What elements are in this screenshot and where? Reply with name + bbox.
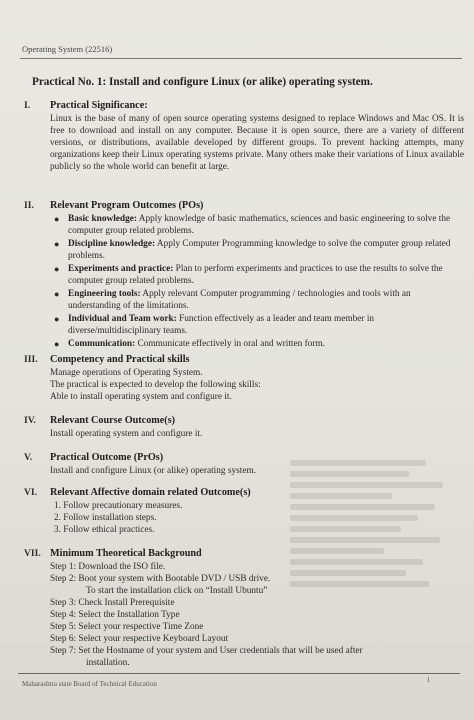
step-line: Step 5: Select your respective Time Zone bbox=[50, 622, 204, 632]
section-number: III. bbox=[24, 354, 38, 365]
section-number: VI. bbox=[24, 487, 38, 498]
section-title: Practical Significance: bbox=[50, 100, 148, 111]
section-paragraph: Linux is the base of many of open source operating systems designed to replace Windows and Mac OS. It is free to download and install on any computer. Because it is open source, there are a variety of different versions, or distributions, available developed by different groups. To prevent hacking attempts, many organizations keep their Linux operating systems private. Many others make their variations of Linux available publicly so the whole world can benefit at large. bbox=[50, 114, 464, 172]
section-title: Practical Outcome (PrOs) bbox=[50, 452, 164, 463]
outcomes-list bbox=[50, 213, 464, 350]
list-item: 3. Follow ethical practices. bbox=[54, 525, 155, 535]
bullet-icon: ● bbox=[54, 339, 60, 349]
step-line: Step 1: Download the ISO file. bbox=[50, 562, 166, 572]
section-title: Minimum Theoretical Background bbox=[50, 548, 202, 559]
list-item: ● Individual and Team work: Function effectively as a leader and team member in diverse/multidisciplinary teams. bbox=[54, 314, 375, 336]
text-line: Install operating system and configure it. bbox=[50, 429, 203, 439]
list-item: ● Engineering tools: Apply relevant Computer programming / technologies and tools with an understanding of the limitations. bbox=[54, 289, 411, 311]
list-item: 2. Follow installation steps. bbox=[54, 513, 157, 523]
bullet-icon: ● bbox=[54, 239, 60, 249]
section-number: II. bbox=[24, 200, 34, 211]
text-line: Manage operations of Operating System. bbox=[50, 368, 203, 378]
section-title: Relevant Program Outcomes (POs) bbox=[50, 200, 204, 211]
step-line: installation. bbox=[86, 658, 130, 668]
step-line: Step 7: Set the Hostname of your system and User credentials that will be used after bbox=[50, 646, 363, 656]
list-item: ● Experiments and practice: Plan to perform experiments and practices to use the results to solve the computer group related problems. bbox=[54, 264, 443, 286]
section-number: IV. bbox=[24, 415, 36, 426]
section-program-outcomes bbox=[24, 200, 464, 351]
list-item: ● Basic knowledge: Apply knowledge of basic mathematics, sciences and basic engineering to solve the computer group related problems. bbox=[54, 214, 451, 236]
section-course-outcome bbox=[24, 415, 464, 440]
bullet-icon: ● bbox=[54, 314, 60, 324]
list-item: 1. Follow precautionary measures. bbox=[54, 501, 183, 511]
section-number: I. bbox=[24, 100, 31, 111]
section-affective-outcomes bbox=[24, 487, 464, 536]
section-title: Relevant Course Outcome(s) bbox=[50, 415, 176, 426]
section-theoretical-background bbox=[24, 548, 464, 669]
step-line: To start the installation click on “Install Ubuntu” bbox=[86, 586, 268, 596]
step-line: Step 6: Select your respective Keyboard Layout bbox=[50, 634, 229, 644]
bullet-icon: ● bbox=[54, 289, 60, 299]
bullet-icon: ● bbox=[54, 214, 60, 224]
text-line: Install and configure Linux (or alike) operating system. bbox=[50, 466, 257, 476]
section-number: V. bbox=[24, 452, 33, 463]
list-item: ● Discipline knowledge: Apply Computer Programming knowledge to solve the computer group related problems. bbox=[54, 239, 451, 261]
list-item: ● Communication: Communicate effectively in oral and written form. bbox=[54, 339, 325, 349]
section-number: VII. bbox=[24, 548, 41, 559]
page-footer: Maharashtra state Board of Technical Education bbox=[22, 680, 157, 688]
bullet-icon: ● bbox=[54, 264, 60, 274]
text-line: The practical is expected to develop the following skills: bbox=[50, 380, 261, 390]
affective-list bbox=[50, 500, 464, 536]
step-line: Step 3: Check Install Prerequisite bbox=[50, 598, 175, 608]
footer-rule bbox=[18, 673, 460, 674]
header-rule bbox=[20, 58, 462, 59]
step-line: Step 2: Boot your system with Bootable DVD / USB drive. bbox=[50, 574, 271, 584]
section-significance bbox=[24, 100, 464, 173]
page-number: 1 bbox=[426, 676, 430, 684]
section-competency bbox=[24, 354, 464, 403]
page-header: Operating System (22516) bbox=[22, 44, 113, 54]
section-title: Competency and Practical skills bbox=[50, 354, 190, 365]
section-practical-outcome bbox=[24, 452, 464, 477]
step-line: Step 4: Select the Installation Type bbox=[50, 610, 180, 620]
practical-title: Practical No. 1: Install and configure Linux (or alike) operating system. bbox=[32, 76, 373, 88]
text-line: Able to install operating system and configure it. bbox=[50, 392, 232, 402]
section-title: Relevant Affective domain related Outcome(s) bbox=[50, 487, 251, 498]
